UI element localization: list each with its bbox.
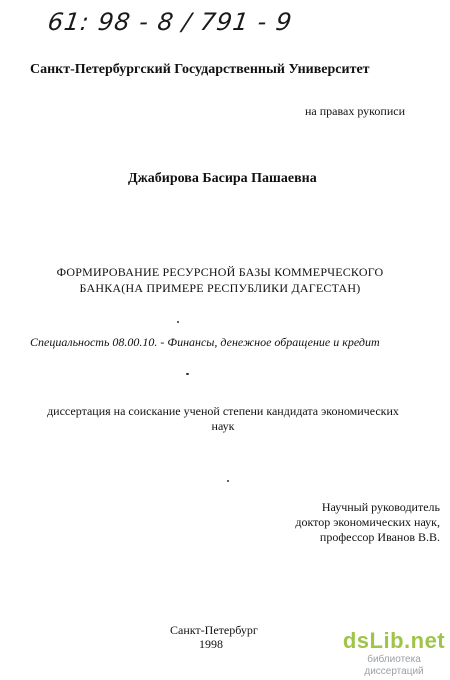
footer-year: 1998	[199, 637, 223, 651]
watermark-logo[interactable]: dsLib.net	[342, 628, 446, 653]
degree-statement	[28, 404, 418, 434]
supervisor-name: профессор Иванов В.В.	[319, 530, 440, 544]
degree-line-2: наук	[211, 419, 235, 433]
supervisor-role: Научный руководитель	[321, 500, 440, 514]
university-name: Санкт-Петербургский Государственный Университет	[30, 62, 370, 77]
supervisor-block	[240, 500, 440, 545]
watermark-subtitle: библиотека диссертаций	[364, 654, 424, 677]
archive-number-handwritten: 61: 98 - 8 / 791 - 9	[46, 8, 295, 36]
scan-speck	[177, 321, 179, 323]
degree-line-1: диссертация на соискание ученой степени кандидата экономических	[47, 404, 399, 418]
dslib-watermark[interactable]	[340, 628, 448, 678]
title-line-2: БАНКА(НА ПРИМЕРЕ РЕСПУБЛИКИ ДАГЕСТАН)	[79, 281, 361, 295]
title-line-1: ФОРМИРОВАНИЕ РЕСУРСНОЙ БАЗЫ КОММЕРЧЕСКОГО	[56, 265, 384, 279]
dissertation-title	[20, 264, 420, 296]
scan-speck	[186, 373, 189, 375]
specialty-line: Специальность 08.00.10. - Финансы, денежное обращение и кредит	[30, 335, 380, 349]
footer-city: Санкт-Петербург	[170, 623, 258, 637]
rights-note: на правах рукописи	[305, 104, 405, 118]
author-name: Джабирова Басира Пашаевна	[128, 171, 317, 186]
scan-speck	[227, 480, 229, 482]
supervisor-degree: доктор экономических наук,	[295, 515, 440, 529]
